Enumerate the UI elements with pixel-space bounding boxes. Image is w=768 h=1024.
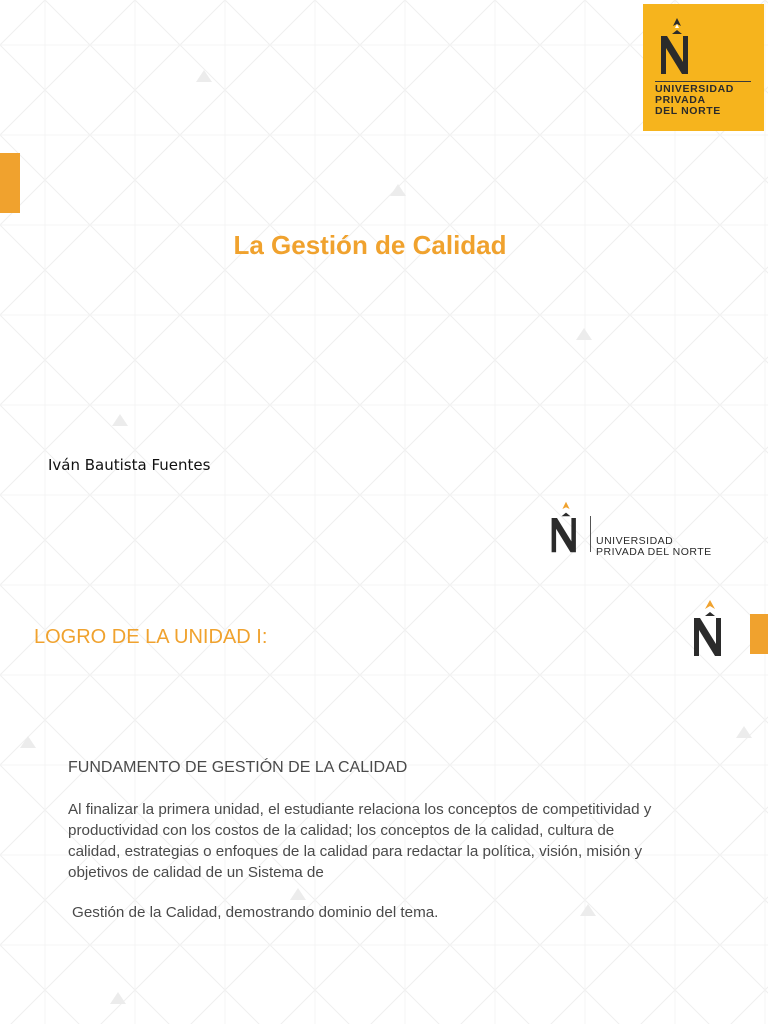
upn-n-icon [690,598,730,658]
section-title: FUNDAMENTO DE GESTIÓN DE LA CALIDAD [68,759,408,776]
body-paragraph-continuation: Gestión de la Calidad, demostrando dominio del tema. [72,904,439,921]
accent-bar [750,614,768,654]
logo-line-1: UNIVERSIDAD [655,83,734,95]
upn-n-icon [548,498,584,556]
content-slide [0,580,768,1024]
logo-line-2: PRIVADA [655,94,706,106]
university-logo [643,4,764,131]
logo-rule [655,81,751,82]
slide-heading: LOGRO DE LA UNIDAD I: [34,626,268,648]
footer-logo-line-2: PRIVADA DEL NORTE [596,546,712,558]
logo-line-3: DEL NORTE [655,105,721,117]
footer-logo-line-1: UNIVERSIDAD [596,535,674,547]
slide-title: La Gestión de Calidad [233,230,507,260]
upn-n-icon [657,16,697,76]
footer-logo [548,498,712,561]
author-name: Iván Bautista Fuentes [48,456,211,474]
body-paragraph: Al finalizar la primera unidad, el estudiante relaciona los conceptos de competitividad y productividad con los costos de la calidad; los conceptos de la calidad, cultura de calidad, estrategias o enfoques de la calidad para redactar la política, visión, misión y objetivos de calidad de un Sistema de [68,801,652,881]
logo-wordmark [655,84,734,117]
footer-wordmark [596,536,712,558]
accent-bar [0,153,20,213]
logo-divider [590,516,591,552]
